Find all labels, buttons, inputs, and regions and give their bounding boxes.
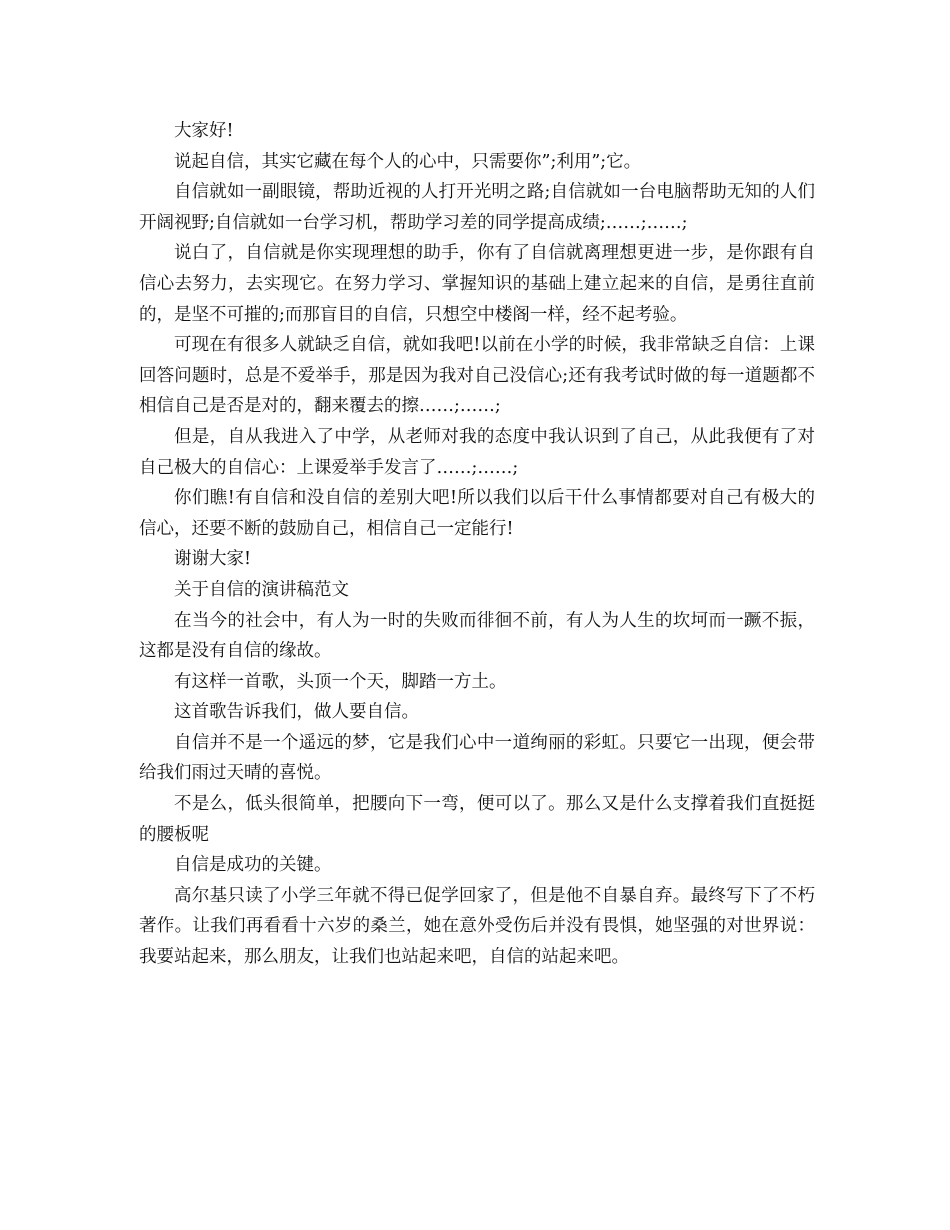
paragraph: 自信就如一副眼镜，帮助近视的人打开光明之路;自信就如一台电脑帮助无知的人们开阔视野;自信就如一台学习机，帮助学习差的同学提高成绩;……;……; bbox=[139, 182, 815, 233]
paragraph: 自信并不是一个遥远的梦，它是我们心中一道绚丽的彩虹。只要它一出现，便会带给我们雨过天晴的喜悦。 bbox=[139, 732, 815, 784]
paragraph: 说白了，自信就是你实现理想的助手，你有了自信就离理想更进一步，是你跟有自信心去努力，去实现它。在努力学习、掌握知识的基础上建立起来的自信，是勇往直前的，是坚不可摧的;而那盲目的自信，只想空中楼阁一样，经不起考验。 bbox=[139, 243, 815, 325]
paragraph: 在当今的社会中，有人为一时的失败而徘徊不前，有人为人生的坎坷而一蹶不振，这都是没有自信的缘故。 bbox=[139, 610, 815, 662]
document-body bbox=[139, 116, 815, 973]
paragraph: 有这样一首歌，头顶一个天，脚踏一方土。 bbox=[174, 671, 507, 692]
paragraph-thanks: 谢谢大家! bbox=[174, 549, 252, 570]
section-title: 关于自信的演讲稿范文 bbox=[174, 579, 349, 600]
paragraph: 你们瞧!有自信和没自信的差别大吧!所以我们以后干什么事情都要对自己有极大的信心，还要不断的鼓励自己，相信自己一定能行! bbox=[139, 488, 815, 539]
paragraph: 可现在有很多人就缺乏自信，就如我吧!以前在小学的时候，我非常缺乏自信：上课回答问题时，总是不爱举手，那是因为我对自己没信心;还有我考试时做的每一道题都不相信自己是否是对的，翻来覆去的擦……;……; bbox=[139, 335, 815, 417]
paragraph: 但是，自从我进入了中学，从老师对我的态度中我认识到了自己，从此我便有了对自己极大的自信心：上课爱举手发言了……;……; bbox=[139, 426, 815, 478]
paragraph: 说起自信，其实它藏在每个人的心中，只需要你”;利用”;它。 bbox=[174, 151, 642, 172]
paragraph: 这首歌告诉我们，做人要自信。 bbox=[174, 702, 419, 723]
paragraph: 自信是成功的关键。 bbox=[174, 855, 332, 876]
paragraph-greeting: 大家好! bbox=[174, 121, 234, 141]
paragraph: 高尔基只读了小学三年就不得已促学回家了，但是他不自暴自弃。最终写下了不朽著作。让我们再看看十六岁的桑兰，她在意外受伤后并没有畏惧，她坚强的对世界说：我要站起来，那么朋友，让我们也站起来吧，自信的站起来吧。 bbox=[139, 885, 815, 968]
paragraph: 不是么，低头很简单，把腰向下一弯，便可以了。那么又是什么支撑着我们直挺挺的腰板呢 bbox=[139, 794, 815, 845]
